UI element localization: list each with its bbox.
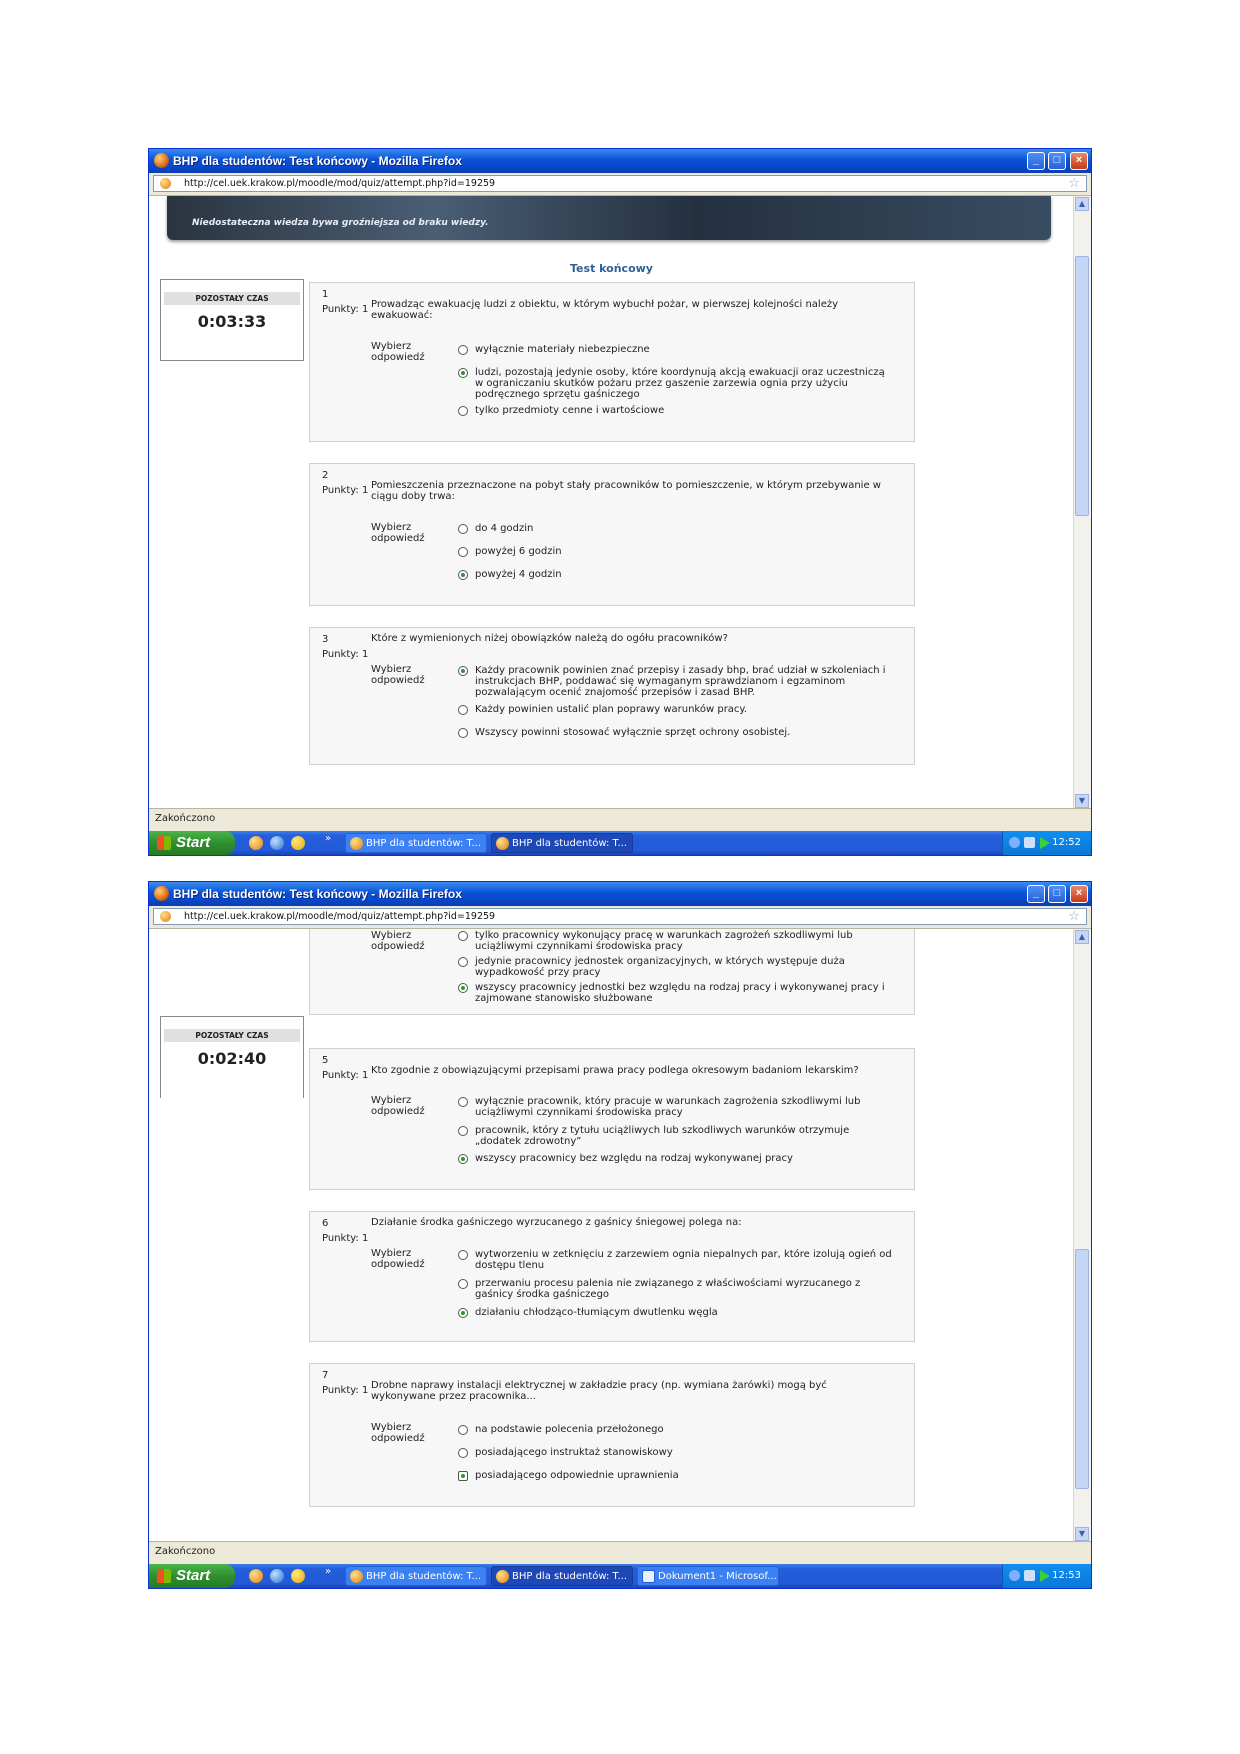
- maximize-button[interactable]: □: [1048, 885, 1066, 903]
- radio-button[interactable]: [458, 1279, 468, 1289]
- browser-quicklaunch-icon[interactable]: [270, 836, 284, 850]
- status-bar: [149, 1541, 1091, 1564]
- url-text: http://cel.uek.krakow.pl/moodle/mod/quiz/attempt.php?id=19259: [184, 178, 496, 189]
- answer-option[interactable]: działaniu chłodząco-tłumiącym dwutlenku węgla: [458, 1307, 895, 1318]
- radio-button-selected[interactable]: [458, 570, 468, 580]
- radio-button[interactable]: [458, 728, 468, 738]
- radio-button-selected[interactable]: [458, 983, 468, 993]
- question-text: Drobne naprawy instalacji elektrycznej w zakładzie pracy (np. wymiana żarówki) mogą być wykonywane przez pracownika...: [371, 1380, 827, 1402]
- site-icon: [160, 178, 171, 189]
- clock[interactable]: 12:53: [1052, 1570, 1081, 1581]
- network-icon[interactable]: [1009, 1570, 1020, 1581]
- radio-button[interactable]: [458, 705, 468, 715]
- system-tray: [1002, 831, 1091, 855]
- page-viewport: [149, 196, 1074, 809]
- question-6: [309, 1211, 915, 1342]
- title-bar[interactable]: [149, 882, 1091, 906]
- timer-value: 0:02:40: [197, 1049, 267, 1068]
- radio-button-selected[interactable]: [458, 1471, 468, 1481]
- answer-option[interactable]: na podstawie polecenia przełożonego: [458, 1424, 895, 1435]
- answer-option[interactable]: tylko przedmioty cenne i wartościowe: [458, 405, 895, 416]
- answer-option[interactable]: powyżej 6 godzin: [458, 546, 895, 557]
- radio-button-selected[interactable]: [458, 368, 468, 378]
- browser-window-1: [148, 148, 1092, 856]
- radio-button-selected[interactable]: [458, 1154, 468, 1164]
- close-button[interactable]: ×: [1070, 885, 1088, 903]
- answer-option[interactable]: Każdy pracownik powinien znać przepisy i zasady bhp, brać udział w szkoleniach i instrukcjach BHP, poddawać się wymaganym sprawdzianom i egzaminom pozwalającym ocenić znajomość przepisów i zasad BHP.: [458, 665, 895, 698]
- scroll-thumb[interactable]: [1075, 256, 1089, 516]
- radio-button[interactable]: [458, 1425, 468, 1435]
- question-points: Punkty: 1: [322, 1233, 369, 1244]
- question-text: Kto zgodnie z obowiązującymi przepisami prawa pracy podlega okresowym badaniom lekarskim?: [371, 1065, 859, 1076]
- scroll-up-icon[interactable]: ▲: [1075, 930, 1089, 944]
- question-points: Punkty: 1: [322, 304, 369, 315]
- question-number: 6: [322, 1218, 329, 1229]
- question-7: [309, 1363, 915, 1507]
- network-icon[interactable]: [1009, 837, 1020, 848]
- answer-option[interactable]: wytworzeniu w zetknięciu z zarzewiem ognia niepalnych par, które izolują ogień od dostępu tlenu: [458, 1249, 895, 1271]
- question-1: [309, 282, 915, 442]
- firefox-icon: [350, 1570, 363, 1583]
- timer-value: 0:03:33: [197, 312, 267, 331]
- title-bar[interactable]: [149, 149, 1091, 173]
- firefox-icon: [154, 153, 169, 168]
- radio-button[interactable]: [458, 345, 468, 355]
- question-number: 3: [322, 634, 329, 645]
- timer-label: POZOSTAŁY CZAS: [164, 1029, 300, 1042]
- navigation-bar: [149, 906, 1091, 929]
- question-3: [309, 627, 915, 765]
- answer-option[interactable]: ludzi, pozostają jedynie osoby, które koordynują akcją ewakuacji oraz uczestniczą w ograniczaniu skutków pożaru przez gaszenie zarzewia ognia przy użyciu podręcznego sprzętu gaśniczego: [458, 367, 895, 400]
- scroll-thumb[interactable]: [1075, 1249, 1089, 1489]
- timer-box: [160, 279, 304, 361]
- answer-option[interactable]: Każdy powinien ustalić plan poprawy warunków pracy.: [458, 704, 895, 715]
- quicklaunch-more-icon[interactable]: »: [325, 1566, 332, 1577]
- radio-button[interactable]: [458, 1126, 468, 1136]
- display-icon[interactable]: [1024, 837, 1035, 848]
- answer-option[interactable]: Wszyscy powinni stosować wyłącznie sprzęt ochrony osobistej.: [458, 727, 895, 738]
- question-number: 2: [322, 470, 329, 481]
- vertical-scrollbar[interactable]: [1073, 929, 1091, 1542]
- question-5: [309, 1048, 915, 1190]
- question-points: Punkty: 1: [322, 1385, 369, 1396]
- start-label: Start: [176, 1567, 211, 1584]
- answer-option[interactable]: wyłącznie pracownik, który pracuje w warunkach zagrożenia szkodliwymi lub uciążliwymi czynnikami środowiska pracy: [458, 1096, 895, 1118]
- browser-window-2: [148, 881, 1092, 1589]
- answer-option[interactable]: wszyscy pracownicy bez względu na rodzaj wykonywanej pracy: [458, 1153, 895, 1164]
- start-label: Start: [176, 834, 211, 851]
- browser-quicklaunch-icon[interactable]: [270, 1569, 284, 1583]
- status-text: Zakończono: [155, 1546, 216, 1557]
- taskbar-item[interactable]: BHP dla studentów: T...: [345, 833, 487, 853]
- choose-answer-label: Wybierz odpowiedź: [371, 341, 425, 363]
- timer-box: [160, 1016, 304, 1098]
- question-points: Punkty: 1: [322, 649, 369, 660]
- question-text: Prowadząc ewakuację ludzi z obiektu, w którym wybuchł pożar, w pierwszej kolejności należy ewakuować:: [371, 299, 839, 321]
- firefox-icon: [496, 837, 509, 850]
- start-button[interactable]: [149, 831, 235, 855]
- display-icon[interactable]: [1024, 1570, 1035, 1581]
- status-bar: [149, 808, 1091, 831]
- firefox-icon: [350, 837, 363, 850]
- banner-text: Niedostateczna wiedza bywa groźniejsza od braku wiedzy.: [192, 218, 489, 228]
- answer-option[interactable]: jedynie pracownicy jednostek organizacyjnych, w których występuje duża wypadkowość przy pracy: [458, 956, 895, 978]
- clock[interactable]: 12:52: [1052, 837, 1081, 848]
- taskbar-item-active[interactable]: BHP dla studentów: T...: [491, 1566, 633, 1586]
- answer-option[interactable]: wszyscy pracownicy jednostki bez względu na rodzaj pracy i wykonywanej pracy i zajmowane stanowisko służbowane: [458, 982, 895, 1004]
- site-icon: [160, 911, 171, 922]
- radio-button[interactable]: [458, 406, 468, 416]
- radio-button[interactable]: [458, 1097, 468, 1107]
- choose-answer-label: Wybierz odpowiedź: [371, 522, 425, 544]
- taskbar-item-active[interactable]: BHP dla studentów: T...: [491, 833, 633, 853]
- question-points: Punkty: 1: [322, 485, 369, 496]
- answer-option[interactable]: posiadającego odpowiednie uprawnienia: [458, 1470, 895, 1481]
- status-text: Zakończono: [155, 813, 216, 824]
- taskbar: [149, 831, 1091, 855]
- answer-option[interactable]: do 4 godzin: [458, 523, 895, 534]
- question-4: [309, 929, 915, 1015]
- word-document-icon: [642, 1570, 655, 1583]
- firefox-quicklaunch-icon[interactable]: [249, 1569, 263, 1583]
- taskbar-item[interactable]: Dokument1 - Microsof...: [637, 1566, 779, 1586]
- answer-option[interactable]: wyłącznie materiały niebezpieczne: [458, 344, 895, 355]
- question-number: 5: [322, 1055, 329, 1066]
- page-viewport: [149, 929, 1074, 1542]
- bookmark-star-icon[interactable]: ☆: [1068, 909, 1080, 924]
- url-field[interactable]: [153, 175, 1087, 192]
- site-banner: [167, 196, 1051, 240]
- scroll-up-icon[interactable]: ▲: [1075, 197, 1089, 211]
- radio-button-selected[interactable]: [458, 1308, 468, 1318]
- choose-answer-label: Wybierz odpowiedź: [371, 1248, 425, 1270]
- start-button[interactable]: [149, 1564, 235, 1588]
- window-title: BHP dla studentów: Test końcowy - Mozilla Firefox: [173, 154, 462, 168]
- minimize-button[interactable]: _: [1027, 885, 1045, 903]
- radio-button[interactable]: [458, 547, 468, 557]
- system-tray: [1002, 1564, 1091, 1588]
- url-field[interactable]: [153, 908, 1087, 925]
- firefox-icon: [496, 1570, 509, 1583]
- question-number: 1: [322, 289, 329, 300]
- radio-button[interactable]: [458, 524, 468, 534]
- scroll-down-icon[interactable]: ▼: [1075, 794, 1089, 808]
- messenger-quicklaunch-icon[interactable]: [291, 1569, 305, 1583]
- choose-answer-label: Wybierz odpowiedź: [371, 1095, 425, 1117]
- messenger-quicklaunch-icon[interactable]: [291, 836, 305, 850]
- answer-option[interactable]: tylko pracownicy wykonujący pracę w warunkach zagrożeń szkodliwymi lub uciążliwymi czynnikami środowiska pracy: [458, 930, 895, 952]
- choose-answer-label: Wybierz odpowiedź: [371, 664, 425, 686]
- navigation-bar: [149, 173, 1091, 196]
- choose-answer-label: Wybierz odpowiedź: [371, 930, 425, 952]
- quicklaunch-more-icon[interactable]: »: [325, 833, 332, 844]
- question-text: Które z wymienionych niżej obowiązków należą do ogółu pracowników?: [371, 633, 728, 644]
- url-text: http://cel.uek.krakow.pl/moodle/mod/quiz/attempt.php?id=19259: [184, 911, 496, 922]
- windows-flag-icon: [157, 836, 171, 850]
- answer-option[interactable]: posiadającego instruktaż stanowiskowy: [458, 1447, 895, 1458]
- media-icon[interactable]: [1040, 837, 1050, 849]
- close-button[interactable]: ×: [1070, 152, 1088, 170]
- timer-label: POZOSTAŁY CZAS: [164, 292, 300, 305]
- radio-button-selected[interactable]: [458, 666, 468, 676]
- page-title: Test końcowy: [570, 262, 653, 275]
- question-text: Pomieszczenia przeznaczone na pobyt stały pracowników to pomieszczenie, w którym przebywanie w ciągu doby trwa:: [371, 480, 881, 502]
- radio-button[interactable]: [458, 1448, 468, 1458]
- window-title: BHP dla studentów: Test końcowy - Mozilla Firefox: [173, 887, 462, 901]
- scroll-down-icon[interactable]: ▼: [1075, 1527, 1089, 1541]
- question-points: Punkty: 1: [322, 1070, 369, 1081]
- radio-button[interactable]: [458, 957, 468, 967]
- answer-option[interactable]: pracownik, który z tytułu uciążliwych lub szkodliwych warunków otrzymuje „dodatek zdrowotny”: [458, 1125, 895, 1147]
- choose-answer-label: Wybierz odpowiedź: [371, 1422, 425, 1444]
- windows-flag-icon: [157, 1569, 171, 1583]
- media-icon[interactable]: [1040, 1570, 1050, 1582]
- maximize-button[interactable]: □: [1048, 152, 1066, 170]
- answer-option[interactable]: przerwaniu procesu palenia nie związanego z właściwościami wyrzucanego z gaśnicy środka gaśniczego: [458, 1278, 895, 1300]
- taskbar-item[interactable]: BHP dla studentów: T...: [345, 1566, 487, 1586]
- firefox-icon: [154, 886, 169, 901]
- vertical-scrollbar[interactable]: [1073, 196, 1091, 809]
- taskbar: [149, 1564, 1091, 1588]
- bookmark-star-icon[interactable]: ☆: [1068, 176, 1080, 191]
- question-2: [309, 463, 915, 606]
- question-number: 7: [322, 1370, 329, 1381]
- minimize-button[interactable]: _: [1027, 152, 1045, 170]
- radio-button[interactable]: [458, 931, 468, 941]
- firefox-quicklaunch-icon[interactable]: [249, 836, 263, 850]
- answer-option[interactable]: powyżej 4 godzin: [458, 569, 895, 580]
- question-text: Działanie środka gaśniczego wyrzucanego z gaśnicy śniegowej polega na:: [371, 1217, 742, 1228]
- radio-button[interactable]: [458, 1250, 468, 1260]
